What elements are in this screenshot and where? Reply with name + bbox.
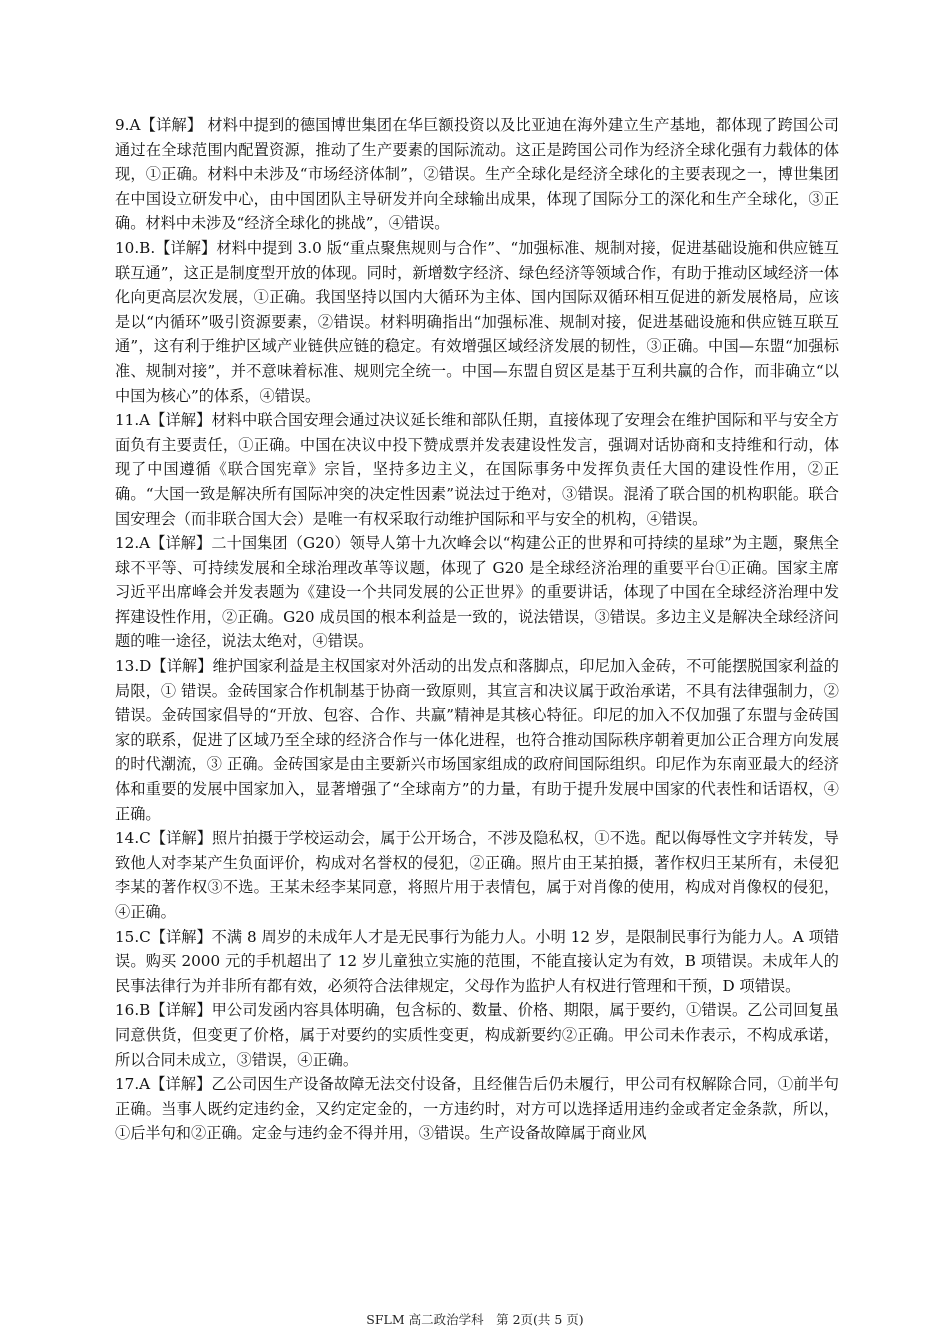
- explanation-q16: 16.B【详解】甲公司发函内容具体明确，包含标的、数量、价格、期限，属于要约，①错误。乙公司回复虽同意供货，但变更了价格，属于对要约的实质性变更，构成新要约②正确。甲公司未作表示，不构成承诺，所以合同未成立，③错误，④正确。: [115, 1001, 839, 1069]
- explanation-q17: 17.A【详解】乙公司因生产设备故障无法交付设备，且经催告后仍未履行，甲公司有权解除合同，①前半句正确。当事人既约定违约金，又约定定金的，一方违约时，对方可以选择适用违约金或者定金条款，所以，①后半句和②正确。定金与违约金不得并用，③错误。生产设备故障属于商业风: [115, 1075, 839, 1143]
- page-footer: SFLM 高二政治学科 第 2页(共 5 页): [366, 1312, 584, 1327]
- explanation-q11: 11.A【详解】材料中联合国安理会通过决议延长维和部队任期，直接体现了安理会在维护国际和平与安全方面负有主要责任，①正确。中国在决议中投下赞成票并发表建设性发言，强调对话协商和支持维和行动，体现了中国遵循《联合国宪章》宗旨，坚持多边主义，在国际事务中发挥负责任大国的建设性作用，②正确。“大国一致是解决所有国际冲突的决定性因素”说法过于绝对，③错误。混淆了联合国的机构职能。联合国安理会（而非联合国大会）是唯一有权采取行动维护国际和平与安全的机构，④错误。: [115, 411, 839, 528]
- explanation-q12: 12.A【详解】二十国集团（G20）领导人第十九次峰会以“构建公正的世界和可持续的星球”为主题，聚焦全球不平等、可持续发展和全球治理改革等议题，体现了 G20 是全球经济治理的重要平台①正确。国家主席习近平出席峰会并发表题为《建设一个共同发展的公正世界》的重要讲话，体现了中国在全球经济治理中发挥建设性作用，②正确。G20 成员国的根本利益是一致的，说法错误，③错误。多边主义是解决全球经济问题的唯一途径，说法太绝对，④错误。: [115, 534, 839, 651]
- explanation-q15: 15.C【详解】不满 8 周岁的未成年人才是无民事行为能力人。小明 12 岁，是限制民事行为能力人。A 项错误。购买 2000 元的手机超出了 12 岁儿童独立实施的范围，不能直接认定为有效，B 项错误。未成年人的民事法律行为并非所有都有效，必须符合法律规定，父母作为监护人有权进行管理和干预，D 项错误。: [115, 927, 839, 995]
- explanation-q10: 10.B.【详解】材料中提到 3.0 版“重点聚焦规则与合作”、“加强标准、规制对接，促进基础设施和供应链互联互通”，这正是制度型开放的体现。同时，新增数字经济、绿色经济等领域合作，有助于推动区域经济一体化向更高层次发展，①正确。我国坚持以国内大循环为主体、国内国际双循环相互促进的新发展格局，应该是以“内循环”吸引资源要素，②错误。材料明确指出“加强标准、规制对接，促进基础设施和供应链互联互通”，这有利于维护区域产业链供应链的稳定。有效增强区域经济发展的韧性，③正确。中国—东盟“加强标准、规制对接”，并不意味着标准、规则完全统一。中国—东盟自贸区是基于互利共赢的合作，而非确立“以中国为核心”的体系，④错误。: [115, 238, 839, 405]
- explanation-q13: 13.D【详解】维护国家利益是主权国家对外活动的出发点和落脚点，印尼加入金砖，不可能摆脱国家利益的局限，① 错误。金砖国家合作机制基于协商一致原则，其宣言和决议属于政治承诺，不具有法律强制力，② 错误。金砖国家倡导的“开放、包容、合作、共赢”精神是其核心特征。印尼的加入不仅加强了东盟与金砖国家的联系，促进了区域乃至全球的经济合作与一体化进程，也符合推动国际秩序朝着更加公正合理方向发展的时代潮流，③ 正确。金砖国家是由主要新兴市场国家组成的政府间国际组织。印尼作为东南亚最大的经济体和重要的发展中国家加入，显著增强了“全球南方”的力量，有助于提升发展中国家的代表性和话语权，④ 正确。: [115, 657, 839, 823]
- explanation-q14: 14.C【详解】照片拍摄于学校运动会，属于公开场合，不涉及隐私权，①不选。配以侮辱性文字并转发，导致他人对李某产生负面评价，构成对名誉权的侵犯，②正确。照片由王某拍摄，著作权归王某所有，未侵犯李某的著作权③不选。王某未经李某同意，将照片用于表情包，属于对肖像的使用，构成对肖像权的侵犯，④正确。: [115, 829, 839, 921]
- explanation-q9: 9.A【详解】 材料中提到的德国博世集团在华巨额投资以及比亚迪在海外建立生产基地，都体现了跨国公司通过在全球范围内配置资源，推动了生产要素的国际流动。这正是跨国公司作为经济全球化强有力载体的体现，①正确。材料中未涉及“市场经济体制”，②错误。生产全球化是经济全球化的主要表现之一，博世集团在中国设立研发中心，由中国团队主导研发并向全球输出成果，体现了国际分工的深化和生产全球化，③正确。材料中未涉及“经济全球化的挑战”，④错误。: [115, 116, 839, 233]
- answer-explanations: [115, 113, 839, 1146]
